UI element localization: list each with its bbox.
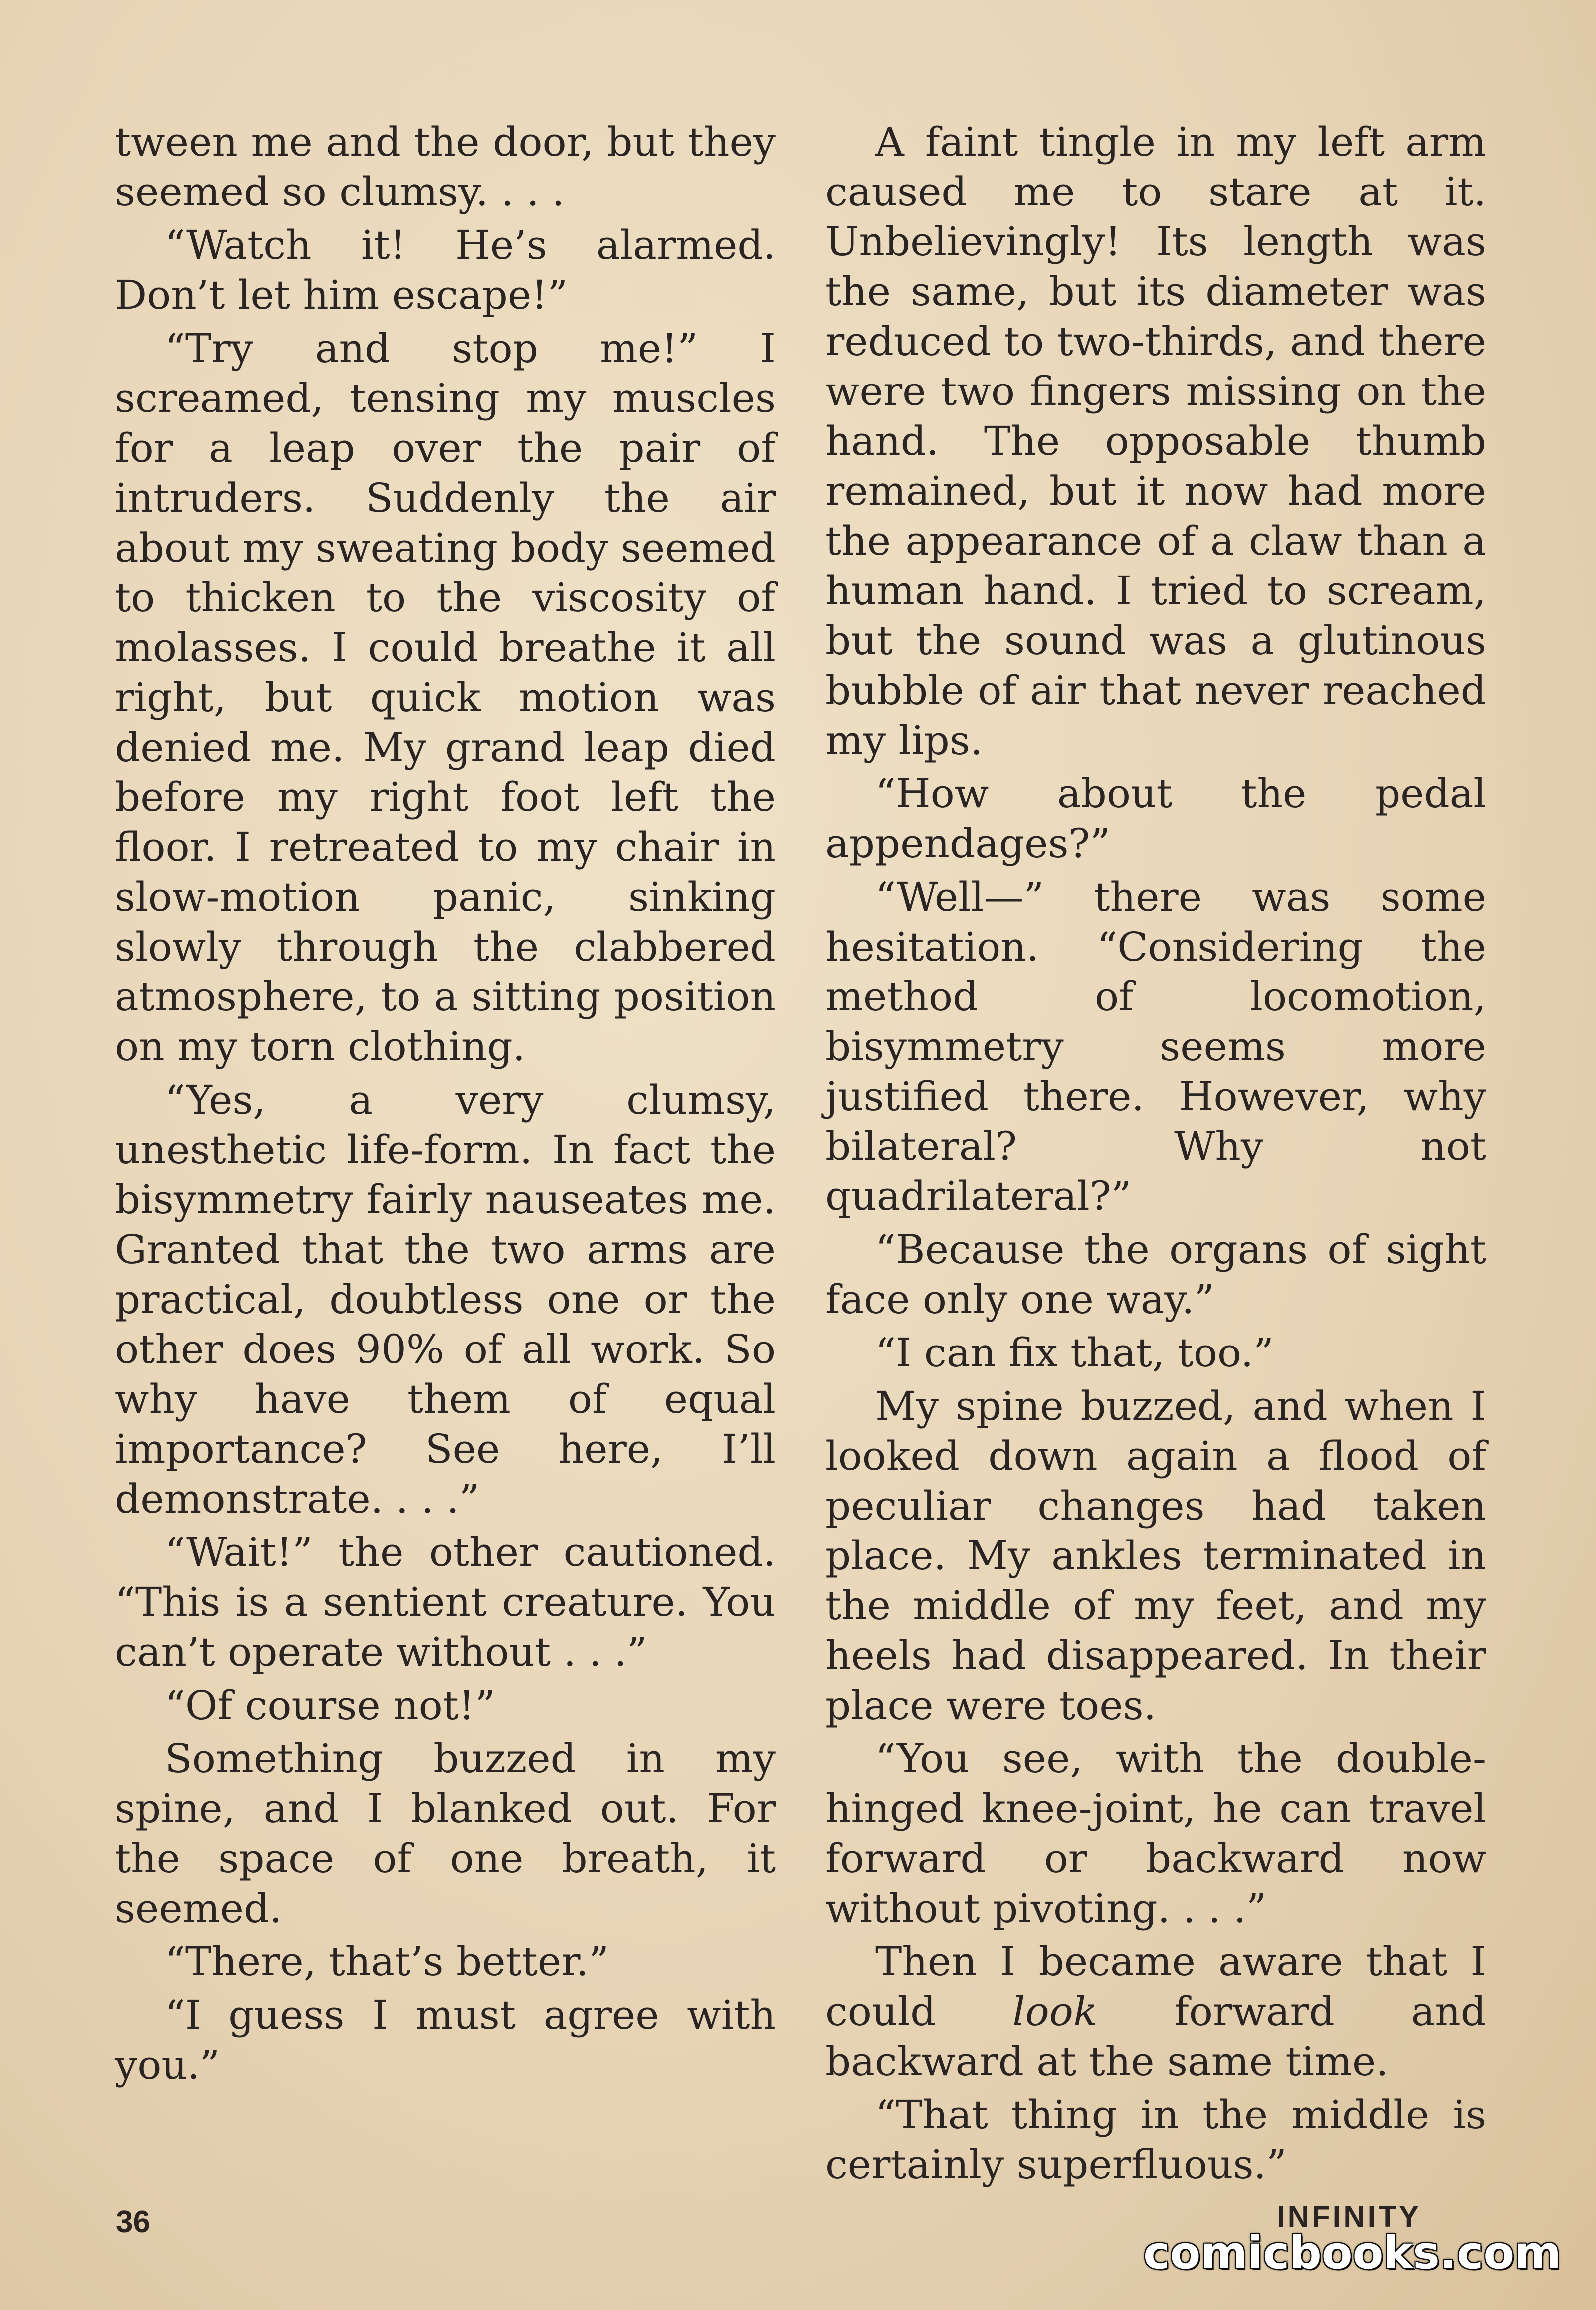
right-column <box>825 117 1486 2193</box>
paragraph-with-italic <box>825 1937 1486 2087</box>
page-number: 36 <box>116 2205 150 2239</box>
left-column <box>115 117 776 2094</box>
paragraph: “How about the pedal appendages?” <box>825 770 1486 867</box>
paragraph: “Of course not!” <box>165 1682 495 1729</box>
paragraph: Something buzzed in my spine, and I blanked out. For the space of one breath, it seemed. <box>115 1735 776 1931</box>
paragraph: “Watch it! He’s alarmed. Don’t let him escape!” <box>115 222 776 318</box>
paragraph: “Wait!” the other cautioned. “This is a sentient creature. You can’t operate without . . .” <box>115 1529 776 1675</box>
text-run: Then I became aware that I could <box>825 1938 1486 2035</box>
paragraph: “That thing in the middle is certainly superfluous.” <box>825 2092 1486 2188</box>
paragraph: “Because the organs of sight face only one way.” <box>825 1226 1486 1323</box>
paragraph: “I can fix that, too.” <box>875 1330 1274 1376</box>
paragraph: “There, that’s better.” <box>165 1938 609 1985</box>
paragraph: “Yes, a very clumsy, unesthetic life-form. In fact the bisymmetry fairly nauseates me. Granted that the two arms are practical, doubtless one or the other does 90% of all work. So why have them of equal importance? See here, I’ll demonstrate. . . .” <box>115 1077 776 1522</box>
paragraph: “Well—” there was some hesitation. “Considering the method of locomotion, bisymmetry seems more justified there. However, why bilateral? Why not quadrilateral?” <box>825 874 1486 1219</box>
paragraph: My spine buzzed, and when I looked down again a flood of peculiar changes had taken place. My ankles terminated in the middle of my feet, and my heels had disappeared. In their place were toes. <box>825 1383 1486 1729</box>
magazine-name: INFINITY <box>1277 2200 1421 2233</box>
paragraph: “You see, with the double-hinged knee-joint, he can travel forward or backward now without pivoting. . . .” <box>825 1735 1486 1931</box>
paragraph: A faint tingle in my left arm caused me to stare at it. Unbelievingly! Its length was the same, but its diameter was reduced to two-thirds, and there were two fingers missing on the hand. The opposable thumb remained, but it now had more the appearance of a claw than a human hand. I tried to scream, but the sound was a glutinous bubble of air that never reached my lips. <box>825 119 1486 764</box>
paragraph: “I guess I must agree with you.” <box>115 1992 776 2088</box>
watermark: comicbooks.com <box>1143 2227 1561 2279</box>
italic-word: look <box>1012 1988 1098 2035</box>
text-run: forward and backward at the same time. <box>825 1988 1487 2085</box>
paragraph: “Try and stop me!” I screamed, tensing my muscles for a leap over the pair of intruders. Suddenly the air about my sweating body seemed to thicken to the viscosity of molasses. I could breathe it all right, but quick motion was denied me. My grand leap died before my right foot left the floor. I retreated to my chair in slow-motion panic, sinking slowly through the clabbered atmosphere, to a sitting position on my torn clothing. <box>115 325 776 1070</box>
paragraph: tween me and the door, but they seemed so clumsy. . . . <box>115 119 776 215</box>
